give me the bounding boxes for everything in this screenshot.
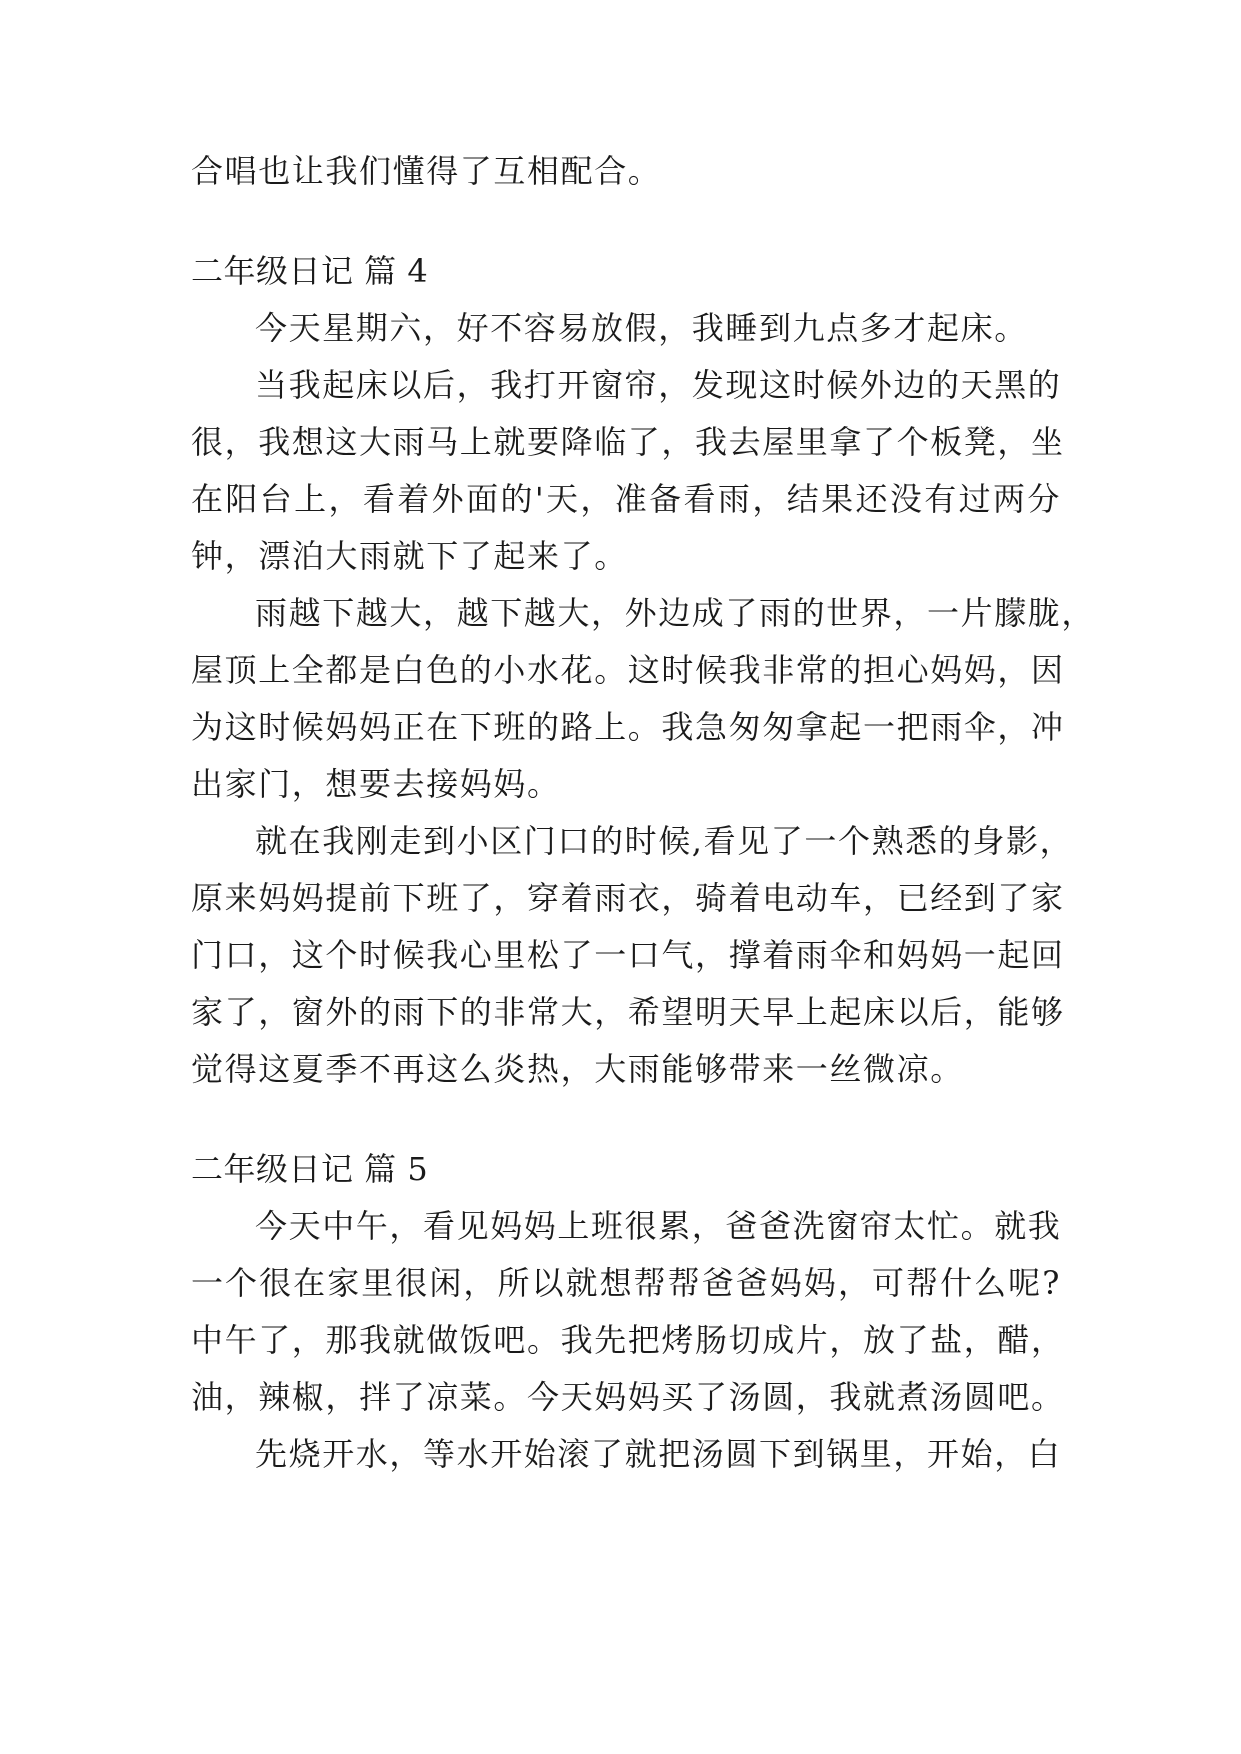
paragraph-line: 就在我刚走到小区门口的时候,看见了一个熟悉的身影，: [255, 822, 1074, 860]
paragraph-line: 当我起床以后，我打开窗帘，发现这时候外边的天黑的: [255, 366, 1062, 404]
paragraph-line: 觉得这夏季不再这么炎热，大雨能够带来一丝微凉。: [191, 1050, 964, 1088]
paragraph-line: 中午了，那我就做饭吧。我先把烤肠切成片，放了盐，醋，: [191, 1321, 1065, 1359]
entry-heading: 二年级日记 篇 4: [191, 252, 429, 290]
entry-heading: 二年级日记 篇 5: [191, 1150, 429, 1188]
paragraph-line: 油，辣椒，拌了凉菜。今天妈妈买了汤圆，我就煮汤圆吧。: [191, 1378, 1065, 1416]
paragraph-line: 合唱也让我们懂得了互相配合。: [191, 152, 662, 190]
paragraph-line: 原来妈妈提前下班了，穿着雨衣，骑着电动车，已经到了家: [191, 879, 1065, 917]
paragraph-line: 雨越下越大，越下越大，外边成了雨的世界，一片朦胧，: [255, 594, 1096, 632]
paragraph-line: 钟，漂泊大雨就下了起来了。: [191, 537, 628, 575]
paragraph-line: 先烧开水，等水开始滚了就把汤圆下到锅里，开始，白: [255, 1435, 1062, 1473]
paragraph-line: 出家门，想要去接妈妈。: [191, 765, 561, 803]
paragraph-line: 在阳台上，看着外面的'天，准备看雨，结果还没有过两分: [191, 480, 1061, 518]
paragraph-line: 很，我想这大雨马上就要降临了，我去屋里拿了个板凳，坐: [191, 423, 1065, 461]
paragraph-line: 一个很在家里很闲，所以就想帮帮爸爸妈妈，可帮什么呢?: [191, 1264, 1061, 1302]
paragraph-line: 家了，窗外的雨下的非常大，希望明天早上起床以后，能够: [191, 993, 1065, 1031]
paragraph-line: 为这时候妈妈正在下班的路上。我急匆匆拿起一把雨伞，冲: [191, 708, 1065, 746]
paragraph-line: 今天星期六，好不容易放假，我睡到九点多才起床。: [255, 309, 1028, 347]
paragraph-line: 门口，这个时候我心里松了一口气，撑着雨伞和妈妈一起回: [191, 936, 1065, 974]
paragraph-line: 屋顶上全都是白色的小水花。这时候我非常的担心妈妈，因: [191, 651, 1065, 689]
paragraph-line: 今天中午，看见妈妈上班很累，爸爸洗窗帘太忙。就我: [255, 1207, 1062, 1245]
